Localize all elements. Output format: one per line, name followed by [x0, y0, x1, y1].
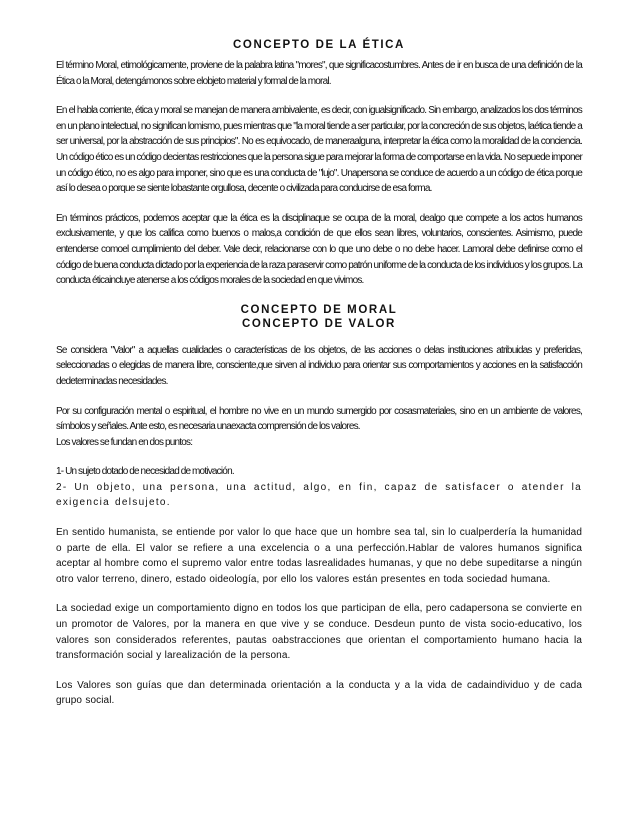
paragraph-7: La sociedad exige un comportamiento digno en todos los que participan de ella, pero cadapersona se convierte en un promotor de Valores, por la manera en que vive y se conduce. Desdeun punto de vista socio-educativo, los valores son considerados referentes, pautas oabstracciones que orientan el comportamiento humano hacia la transformación social y larealización de la persona.: [56, 603, 582, 662]
paragraph-4: Se considera "Valor" a aquellas cualidades o características de los objetos, de las acciones o delas instituciones atribuidas y preferidas, seleccionadas o elegidas de manera libre, consciente,que sirven al individuo para orientar sus comportamientos y acciones en la satisfacción dedeterminadas necesidades.: [56, 344, 582, 387]
list-item-1: 1- Un sujeto dotado de necesidad de motivación.: [56, 466, 234, 478]
paragraph-6: En sentido humanista, se entiende por valor lo que hace que un hombre sea tal, sin lo cualperdería la humanidad o parte de ella. El valor se refiere a una excelencia o a una perfección.Hablar de valores humanos significa aceptar al hombre como el supremo valor entre todas lasrealidades humanas, y que no debe supeditarse a ningún otro valor terreno, dinero, estado oideología, por ello los valores están presentes en toda sociedad humana.: [56, 527, 582, 585]
title-concepto-valor: CONCEPTO DE VALOR: [242, 317, 396, 330]
list-item-2: 2- Un objeto, una persona, una actitud, algo, en fin, capaz de satisfacer o atender la exigencia delsujeto.: [56, 481, 582, 509]
title-concepto-moral: CONCEPTO DE MORAL: [240, 303, 398, 316]
paragraph-1: El término Moral, etimológicamente, proviene de la palabra latina "mores", que significacostumbres. Antes de ir en busca de una definición de la Ética o la Moral, detengámonos sobre elobjeto material y formal de la moral.: [56, 60, 582, 87]
paragraph-3: En términos prácticos, podemos aceptar que la ética es la disciplinaque se ocupa de la moral, dealgo que compete a los actos humanos exclusivamente, y que los califica como buenos o malos,a condición de que ellos sean libres, voluntarios, conscientes. Asimismo, puede entenderse comoel cumplimiento del deber. Vale decir, relacionarse con lo que uno debe o no debe hacer. Lamoral debe definirse como el código de buena conducta dictado por la experiencia de la raza paraservir como patrón uniforme de la conducta de los individuos y los grupos. La conducta éticaincluye atenerse a los códigos morales de la sociedad en que vivimos.: [56, 212, 582, 287]
paragraph-5: Por su configuración mental o espiritual, el hombre no vive en un mundo sumergido por cosasmateriales, sino en un ambiente de valores, símbolos y señales. Ante esto, es necesaria unaexacta comprensión de los valores.: [56, 405, 582, 433]
paragraph-2: En el habla corriente, ética y moral se manejan de manera ambivalente, es decir, con igualsignificado. Sin embargo, analizados los dos términos en un plano intelectual, no significan lomismo, pues mientras que "la moral tiende a ser particular, por la concreción de sus objetos, laética tiende a ser universal, por la abstracción de sus principios". No es equivocado, de maneraalguna, interpretar la ética como la moralidad de la conciencia. Un código ético es un código decientas restricciones que la persona sigue para mejorar la forma de comportarse en la vida. No sepuede imponer un código ético, no es algo para imponer, sino que es una conducta de "lujo". Unapersona se conduce de acuerdo a un código de ética porque así lo desea o porque se siente lobastante orgullosa, decente o civilizada para conducirse de esa forma.: [56, 105, 582, 195]
paragraph-5-points: Los valores se fundan en dos puntos:: [56, 436, 193, 448]
title-concepto-etica: CONCEPTO DE LA ÉTICA: [233, 39, 405, 51]
paragraph-8: Los Valores son guías que dan determinada orientación a la conducta y a la vida de cadaindividuo y de cada grupo social.: [56, 679, 582, 707]
heading-block: [56, 303, 582, 331]
